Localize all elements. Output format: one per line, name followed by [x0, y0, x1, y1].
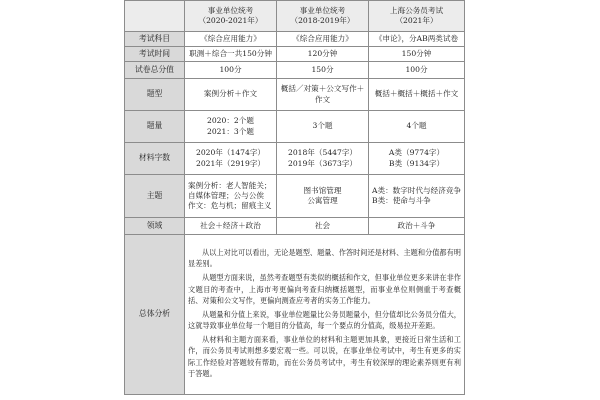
header-title: 上海公务员考试: [389, 5, 444, 15]
cell-line: 图书馆管理: [303, 185, 342, 195]
cell-value: [277, 175, 369, 218]
row-label-theme: 主题: [125, 175, 185, 218]
cell-value: [185, 175, 277, 218]
header-years: （2018-2019年）: [290, 16, 355, 25]
cell-value: [185, 143, 277, 175]
row-label-type: 题型: [125, 79, 185, 111]
header-title: 事业单位统考: [299, 5, 346, 15]
header-years: （2020-2021年）: [198, 16, 263, 25]
cell-value: 4个题: [369, 111, 465, 143]
cell-value: 《综合应用能力》: [277, 32, 369, 47]
table-header-row: [125, 1, 465, 32]
analysis-paragraph: 从以上对比可以看出，无论是题型、题量、作答时间还是材料、主题和分值都有明显差别。: [188, 248, 461, 269]
table-row: [125, 32, 465, 47]
cell-line: 2020年（1474字）: [195, 148, 266, 158]
comparison-table: [124, 0, 465, 395]
cell-value: 概括／对策＋公文写作＋作文: [277, 79, 369, 111]
row-label-words: 材料字数: [125, 143, 185, 175]
analysis-text: [185, 235, 465, 395]
row-label-count: 题量: [125, 111, 185, 143]
cell-line: 2020：2个题: [207, 116, 254, 126]
table-row: [125, 175, 465, 218]
header-cell-2018-2019: [277, 1, 369, 32]
cell-value: 概括＋概括＋概括＋作文: [369, 79, 465, 111]
cell-line: 自媒体管理；公与公俟: [188, 190, 264, 200]
cell-value: 150分: [277, 62, 369, 79]
cell-value: 100分: [185, 62, 277, 79]
cell-line: 作文：危与机；留痕主义: [188, 201, 272, 211]
analysis-paragraph: 从题型方面来说，虽然考查题型有类似的概括和作文，但事业单位更多来讲在非作文题目的考查中，上海市考更偏向考查归纳概括题型，而事业单位则侧重于考查概括、对策和公文写作，更偏向测查应考者的实务工作能力。: [188, 273, 461, 305]
table-row: [125, 111, 465, 143]
cell-value: 社会: [277, 218, 369, 235]
table-row: [125, 218, 465, 235]
cell-value: 《申论》，分AB两类试卷: [369, 32, 465, 47]
row-label-analysis: 总体分析: [125, 235, 185, 395]
cell-line: A类：数字时代与经济竞争: [372, 185, 462, 195]
row-label-subject: 考试科目: [125, 32, 185, 47]
cell-value: [369, 175, 465, 218]
cell-line: A类（9774字）: [388, 148, 445, 158]
cell-value: 3个题: [277, 111, 369, 143]
table-row: [125, 143, 465, 175]
cell-line: 2021：3个题: [207, 126, 254, 136]
table-row: [125, 62, 465, 79]
cell-value: [369, 143, 465, 175]
cell-line: 案例分析：老人智能关；: [188, 180, 272, 190]
header-corner-cell: [125, 1, 185, 32]
cell-value: 案例分析＋作文: [185, 79, 277, 111]
analysis-row: [125, 235, 465, 395]
cell-line: B类（9134字）: [388, 158, 445, 168]
analysis-paragraph: 从材料和主题方面来看，事业单位的材料和主题更加具象，更接近日常生活和工作，而公务员考试则想多要宏观一些。可以说，在事业单位考试中，考生有更多的实际工作经验对答题较有帮助，而在公务员考试中，考生有较深厚的理论素养则更有利于答题。: [188, 335, 461, 378]
cell-line: 2021年（2919字）: [195, 158, 266, 168]
cell-value: 150分钟: [369, 47, 465, 62]
header-title: 事业单位统考: [207, 5, 254, 15]
cell-value: 120分钟: [277, 47, 369, 62]
cell-line: B类：使命与斗争: [372, 196, 431, 205]
header-years: （2021年）: [395, 16, 438, 25]
row-label-score: 试卷总分值: [125, 62, 185, 79]
header-cell-shanghai-2021: [369, 1, 465, 32]
cell-line: 2018年（5447字）: [287, 148, 358, 158]
table-row: [125, 47, 465, 62]
cell-line: 公寓管理: [307, 196, 338, 205]
cell-value: 社会＋经济＋政治: [185, 218, 277, 235]
row-label-field: 领域: [125, 218, 185, 235]
cell-value: [277, 143, 369, 175]
header-cell-2020-2021: [185, 1, 277, 32]
cell-value: 《综合应用能力》: [185, 32, 277, 47]
row-label-time: 考试时间: [125, 47, 185, 62]
cell-value: 政治＋斗争: [369, 218, 465, 235]
cell-value: [185, 111, 277, 143]
cell-value: 100分: [369, 62, 465, 79]
table-row: [125, 79, 465, 111]
cell-value: 职测＋综合一共150分钟: [185, 47, 277, 62]
cell-line: 2019年（3673字）: [287, 158, 358, 168]
analysis-paragraph: 从题量和分值上来说，事业单位题量比公务员题量小，但分值却比公务员分值大，这就导致事业单位每一个题目的分值高，每一个要点的分值高，级易拉开差距。: [188, 309, 461, 331]
